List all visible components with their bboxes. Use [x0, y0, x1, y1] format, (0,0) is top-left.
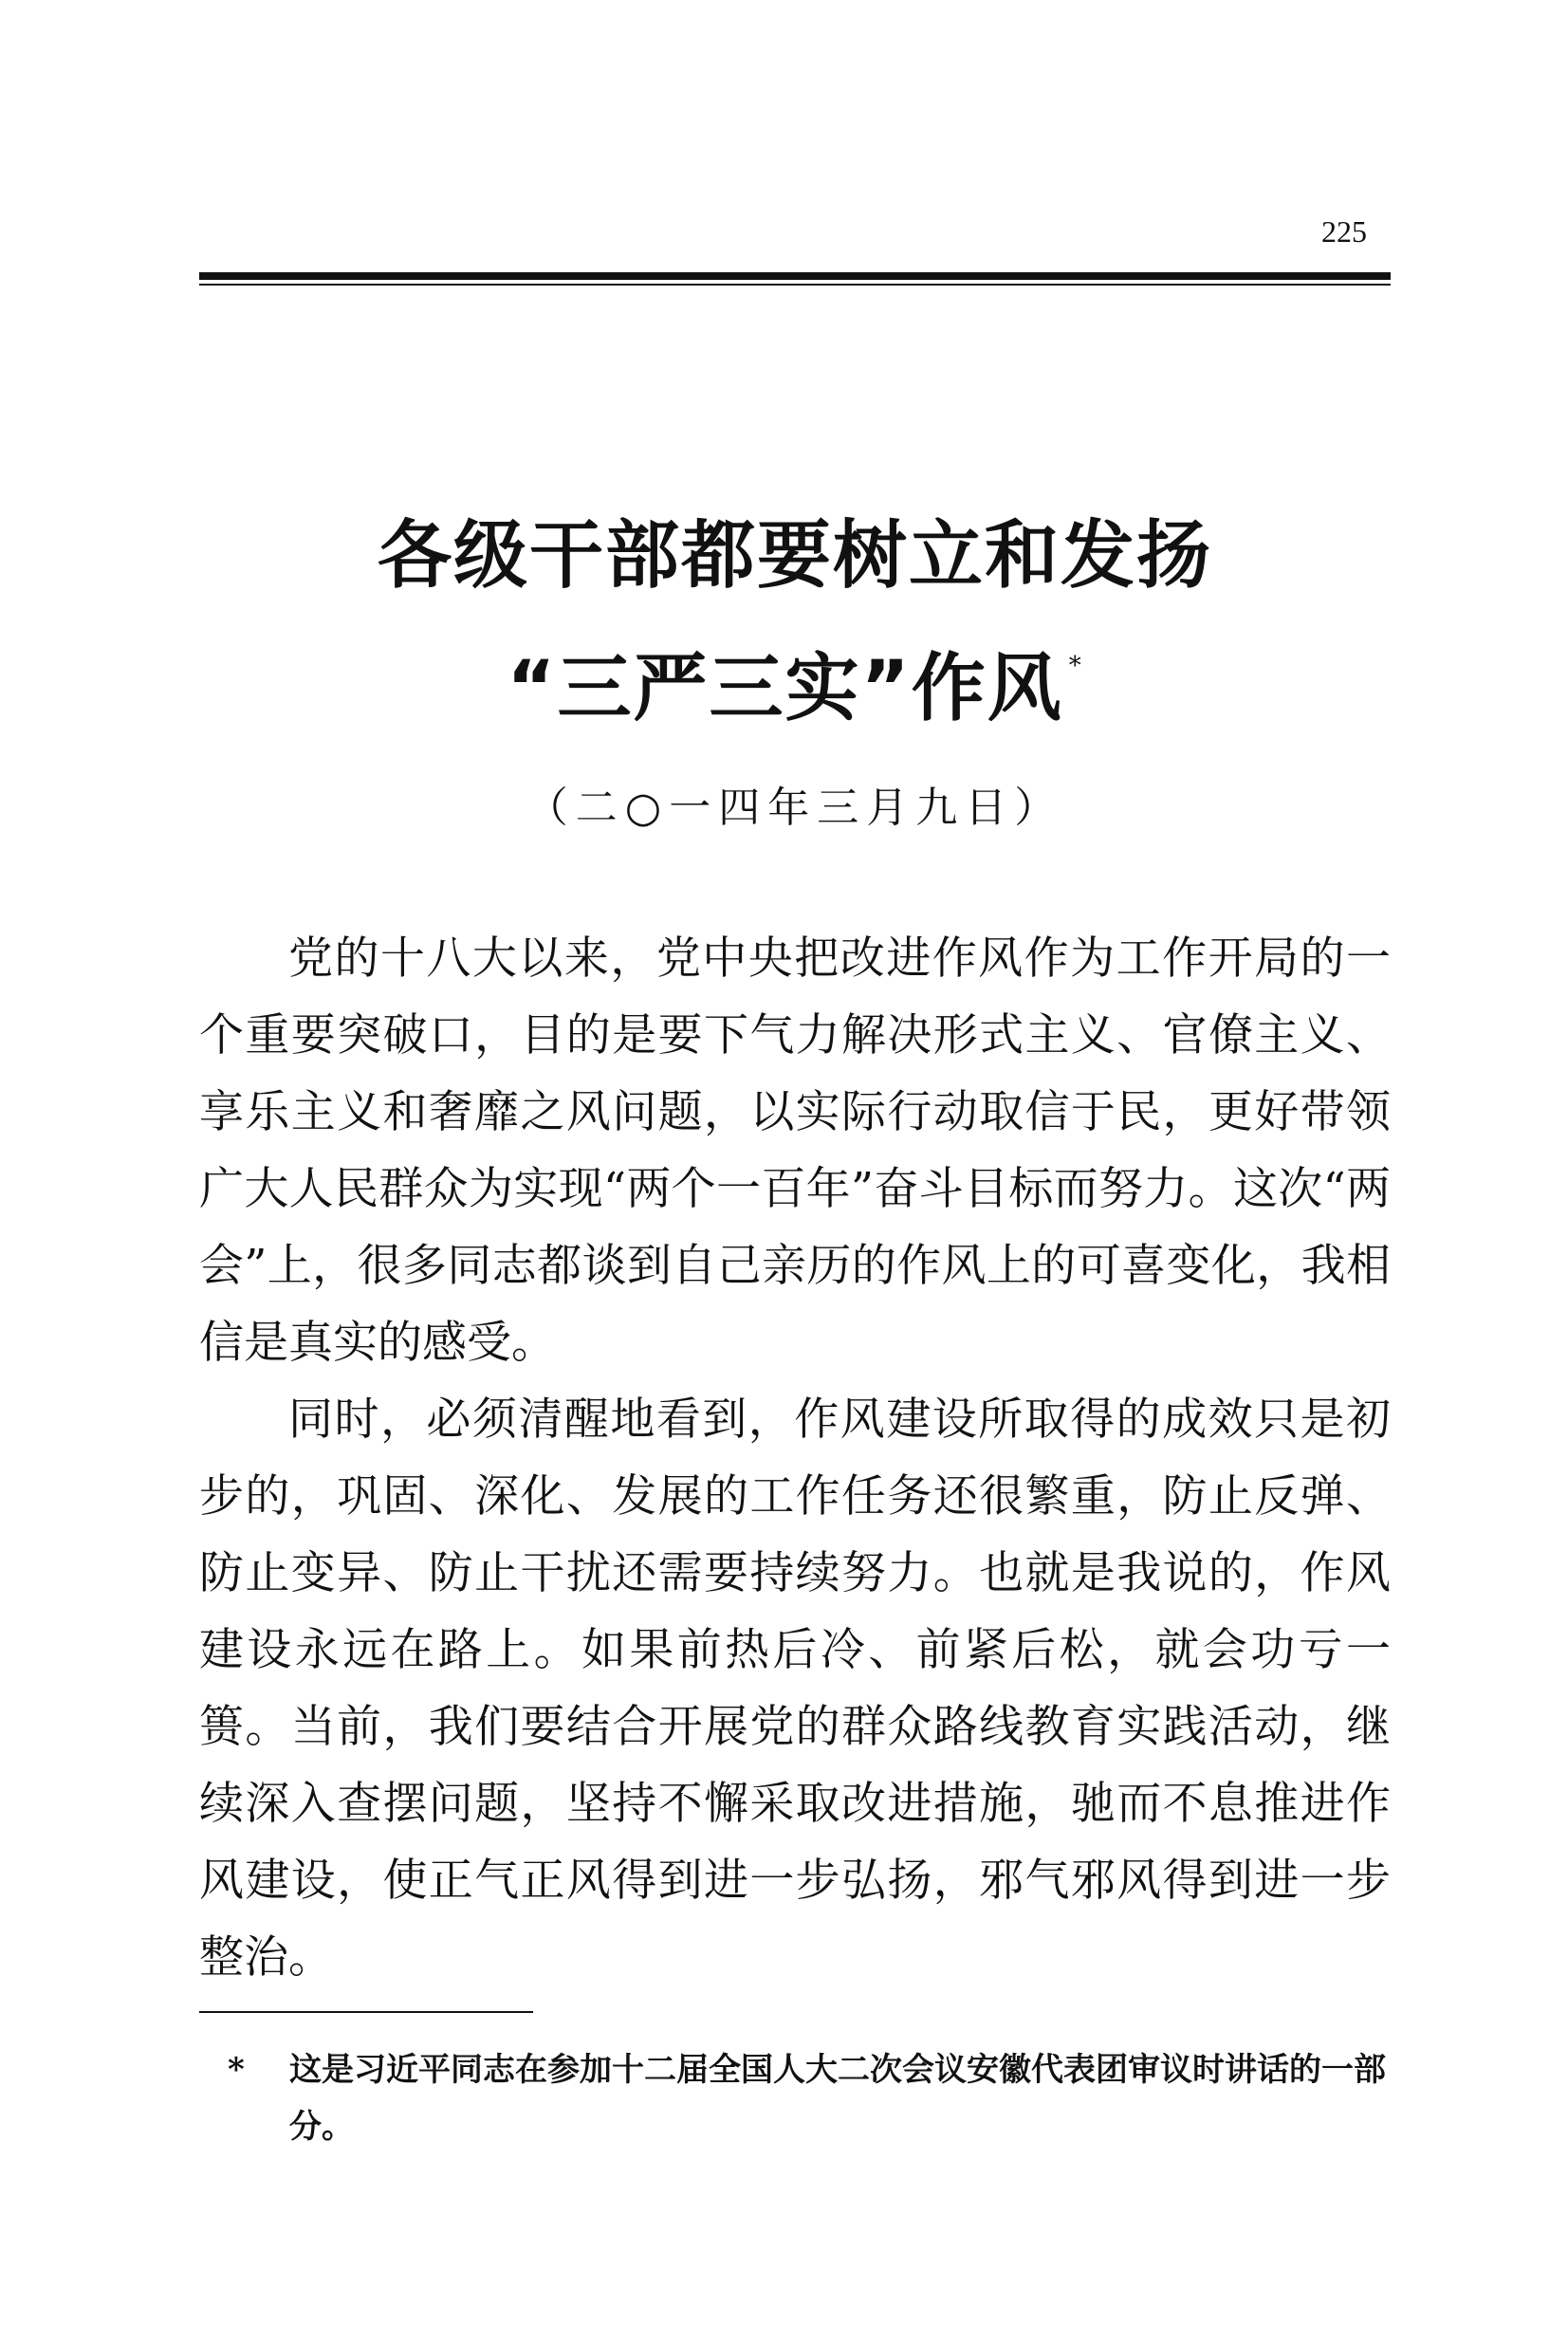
page-number: 225: [1321, 214, 1367, 249]
header-rule-thick: [199, 272, 1391, 280]
title-footnote-mark: *: [1068, 652, 1083, 680]
title-line-2: “三严三实”作风: [507, 646, 1063, 731]
paragraph-2: 同时，必须清醒地看到，作风建设所取得的成效只是初步的，巩固、深化、发展的工作任务还很繁重，防止反弹、防止变异、防止干扰还需要持续努力。也就是我说的，作风建设永远在路上。如果前热后冷、前紧后松，就会功亏一篑。当前，我们要结合开展党的群众路线教育实践活动，继续深入查摆问题，坚持不懈采取改进措施，驰而不息推进作风建设，使正气正风得到进一步弘扬，邪气邪风得到进一步整治。: [199, 1394, 1391, 1984]
footnote: [228, 2041, 1399, 2155]
article-body: [199, 920, 1391, 1996]
article-title: [199, 501, 1391, 744]
footnote-divider: [199, 2011, 533, 2013]
footnote-mark: *: [228, 2051, 245, 2089]
footnote-text: 这是习近平同志在参加十二届全国人大二次会议安徽代表团审议时讲话的一部分。: [289, 2051, 1386, 2146]
paragraph-1: 党的十八大以来，党中央把改进作风作为工作开局的一个重要突破口，目的是要下气力解决形式主义、官僚主义、享乐主义和奢靡之风问题，以实际行动取信于民，更好带领广大人民群众为实现“两个一百年”奋斗目标而努力。这次“两会”上，很多同志都谈到自己亲历的作风上的可喜变化，我相信是真实的感受。: [199, 932, 1391, 1369]
header-rule-thin: [199, 284, 1391, 286]
speech-date: （二○一四年三月九日）: [526, 784, 1064, 832]
title-line-2-wrapper: [199, 611, 1391, 744]
title-line-1: 各级干部都要树立和发扬: [377, 513, 1212, 599]
